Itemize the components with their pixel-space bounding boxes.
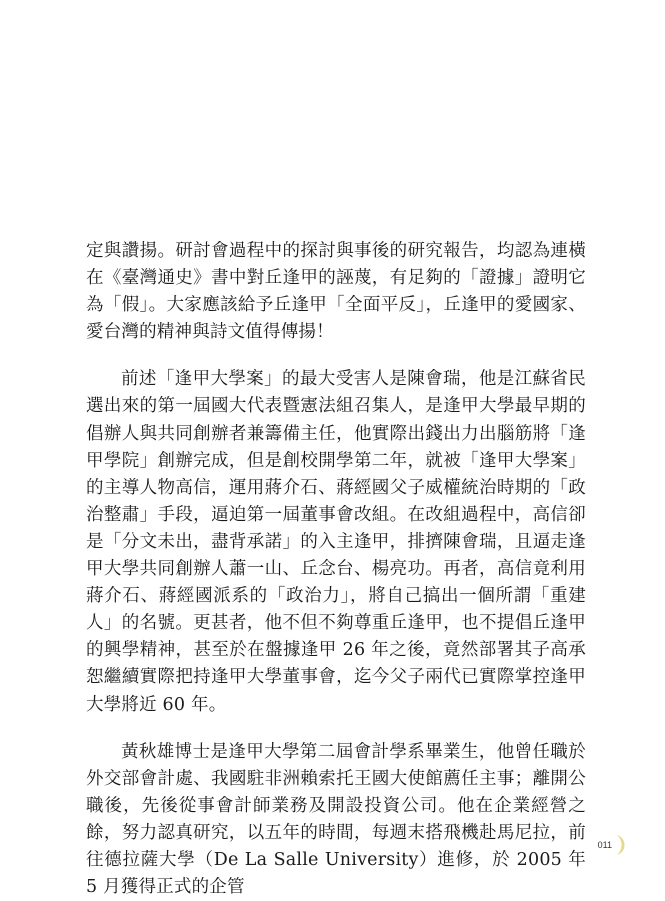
paragraph-author-bio: 黃秋雄博士是逢甲大學第二屆會計學系畢業生，他曾任職於外交部會計處、我國駐非洲賴索托王國大使館薦任主事；離開公職後，先後從事會計師業務及開設投資公司。他在企業經營之餘，努力認真研究，以五年的時間，每週末搭飛機赴馬尼拉，前往德拉薩大學（De La Salle University）進修，於 2005 年 5 月獲得正式的企管 (86, 741, 586, 898)
body-text (86, 238, 586, 901)
page-footer (598, 834, 627, 856)
paragraph-case-victim: 前述「逢甲大學案」的最大受害人是陳會瑞，他是江蘇省民選出來的第一屆國大代表暨憲法組召集人，是逢甲大學最早期的倡辦人與共同創辦者兼籌備主任，他實際出錢出力出腦筋將「逢甲學院」創辦完成，但是創校開學第二年，就被「逢甲大學案」的主導人物高信，運用蔣介石、蔣經國父子威權統治時期的「政治整肅」手段，逼迫第一屆董事會改組。在改組過程中，高信卻是「分文未出，盡背承諾」的入主逢甲，排擠陳會瑞，且逼走逢甲大學共同創辦人蕭一山、丘念台、楊亮功。再者，高信竟利用蔣介石、蔣經國派系的「政治力」，將自己搞出一個所謂「重建人」的名號。更甚者，他不但不夠尊重丘逢甲，也不提倡丘逢甲的興學精神，甚至於在盤據逢甲 26 年之後，竟然部署其子高承恕繼續實際把持逢甲大學董事會，迄今父子兩代已實際掌控逢甲大學將近 60 年。 (86, 369, 586, 715)
page-number: 011 (597, 840, 612, 850)
paragraph-continuation: 定與讚揚。研討會過程中的探討與事後的研究報告，均認為連橫在《臺灣通史》書中對丘逢甲的誣蔑，有足夠的「證據」證明它為「假」。大家應該給予丘逢甲「全面平反」，丘逢甲的愛國家、愛台灣的精神與詩文值得傳揚！ (86, 241, 586, 343)
crescent-mark-icon (615, 834, 627, 856)
